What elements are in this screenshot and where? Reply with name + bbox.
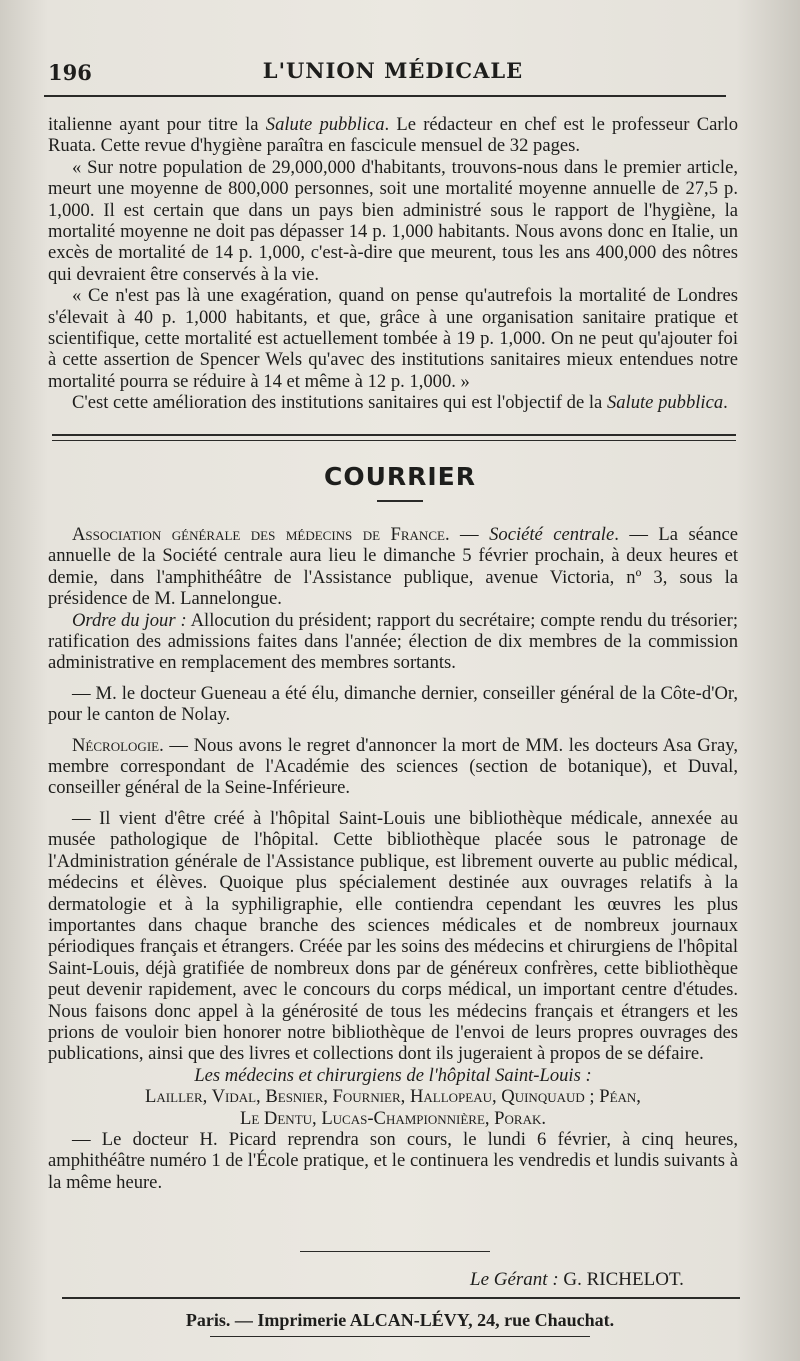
article-continuation: [48, 114, 738, 414]
paragraph: « Sur notre population de 29,000,000 d'habitants, trouvons-nous dans le premier article, meurt une moyenne de 800,000 personnes, soit une mortalité moyenne annuelle de 27,5 p. 1,000. Il est certain que dans un pays bien administré sous le rapport de l'hygiène, la mortalité moyenne ne doit pas dépasser 14 p. 1,000 habitants. Nous avons donc en Italie, un excès de mortalité de 14 p. 1,000, c'est-à-dire que meurent, tous les ans 400,000 des nôtres qui devraient être conservés à la vie.: [48, 156, 738, 285]
signature-names: Le Dentu, Lucas-Championnière, Porak.: [239, 1107, 547, 1129]
paragraph: — M. le docteur Gueneau a été élu, dimanche dernier, conseiller général de la Côte-d'Or, pour le canton de Nolay.: [48, 682, 738, 726]
section-rule-top: [52, 434, 736, 436]
signature-names: Lailler, Vidal, Besnier, Fournier, Hallopeau, Quinquaud ; Péan,: [145, 1086, 641, 1108]
imprint-rule-top: [62, 1297, 740, 1299]
header-rule: [44, 95, 726, 97]
courrier-section: [48, 524, 738, 1193]
paragraph: Nécrologie. — Nous avons le regret d'annoncer la mort de MM. les docteurs Asa Gray, membre correspondant de l'Académie des sciences (section de botanique), et Duval, conseiller général de la Seine-Inférieure.: [48, 734, 738, 799]
footer-rule: [300, 1251, 490, 1252]
imprint: Paris. — Imprimerie ALCAN-LÉVY, 24, rue Chauchat.: [185, 1310, 615, 1330]
paragraph: Association générale des médecins de France. — Société centrale. — La séance annuelle de la Société centrale aura lieu le dimanche 5 février prochain, à deux heures et demie, dans l'amphithéâtre de l'Assistance publique, avenue Victoria, nº 3, sous la présidence de M. Lannelongue.: [48, 524, 738, 610]
paragraph: — Il vient d'être créé à l'hôpital Saint-Louis une bibliothèque médicale, annexée au musée pathologique de l'hôpital. Cette bibliothèque placée sous le patronage de l'Administration générale de l'Assistance publique, est librement ouverte au public médical, médecins et élèves. Quoique plus spécialement destinée aux ouvrages relatifs à la dermatologie et à la syphiligraphie, elle contiendra cependant les œuvres les plus importantes dans chaque branche des sciences médicales et de nombreux journaux périodiques français et étrangers. Créée par les soins des médecins et chirurgiens de l'hôpital Saint-Louis, déjà gratifiée de nombreux dons par de généreux confrères, cette bibliothèque peut devenir rapidement, avec le concours du corps médical, un important centre d'études. Nous faisons donc appel à la générosité de tous les médecins français et étrangers et les prions de vouloir bien honorer notre bibliothèque de l'envoi de leurs propres ouvrages des publications, ainsi que des livres et collections dont ils jugeraient à propos de se défaire.: [48, 807, 738, 1065]
imprint-rule-bottom: [210, 1336, 590, 1337]
gerant-signature: Le Gérant : G. RICHELOT.: [470, 1269, 684, 1290]
running-title: L'UNION MÉDICALE: [262, 58, 524, 83]
page-header: [48, 58, 738, 90]
page-number: 196: [48, 60, 92, 85]
paragraph: italienne ayant pour titre la Salute pubblica. Le rédacteur en chef est le professeur Carlo Ruata. Cette revue d'hygiène paraîtra en fascicule mensuel de 32 pages.: [48, 114, 739, 157]
paragraph: Ordre du jour : Allocution du président; rapport du secrétaire; compte rendu du trésorier; ratification des admissions faites dans l'année; élection de dix membres de la commission administrative en remplacement des membres sortants.: [48, 609, 738, 674]
paragraph: C'est cette amélioration des institutions sanitaires qui est l'objectif de la Salute pubblica.: [72, 392, 728, 414]
title-underline: [377, 500, 423, 502]
section-title: COURRIER: [323, 462, 477, 491]
signature-line: Les médecins et chirurgiens de l'hôpital Saint-Louis :: [194, 1064, 592, 1086]
paragraph: « Ce n'est pas là une exagération, quand on pense qu'autrefois la mortalité de Londres s'élevait à 40 p. 1,000 habitants, et que, grâce à une organisation sanitaire pratique et scientifique, cette mortalité est actuellement tombée à 19 p. 1,000. On ne peut qu'ajouter foi à cette assertion de Spencer Wels qu'avec des institutions sanitaires mieux entendues notre mortalité pourra se réduire à 14 et même à 12 p. 1,000. »: [48, 285, 738, 392]
section-rule-bottom: [52, 440, 736, 441]
paragraph: — Le docteur H. Picard reprendra son cours, le lundi 6 février, à cinq heures, amphithéâtre numéro 1 de l'École pratique, et le continuera les vendredis et lundis suivants à la même heure.: [48, 1128, 738, 1193]
